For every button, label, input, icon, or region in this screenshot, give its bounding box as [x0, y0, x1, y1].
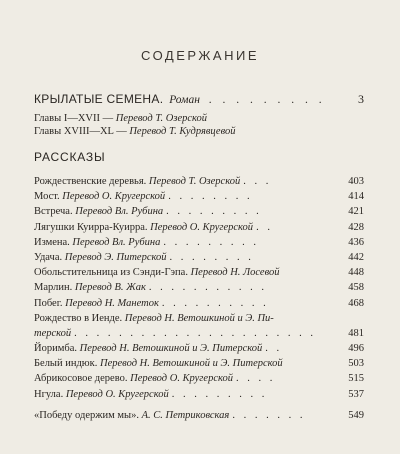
story-title: Мост.	[34, 191, 60, 203]
contents-title: СОДЕРЖАНИЕ	[140, 48, 259, 63]
story-title: Побег.	[34, 297, 63, 309]
story-translator: Перевод Н. Ветошкиной и Э. Питерской	[79, 343, 263, 355]
story-entry	[34, 265, 364, 280]
story-translator: Перевод О. Кругерской	[65, 388, 169, 400]
story-title: Рождественские деревья.	[34, 176, 147, 187]
story-title: Встреча.	[34, 206, 73, 218]
story-page-number: 403	[348, 176, 364, 187]
story-translator: Перевод О. Кругерской	[150, 221, 254, 233]
leader-dots: . . . . . . . .	[169, 251, 254, 263]
stories-list	[34, 174, 364, 423]
story-page-number: 442	[348, 251, 364, 263]
novel-genre: Роман	[169, 94, 200, 106]
story-translator: Перевод О. Кругерской	[130, 373, 233, 385]
story-page-number: 481	[348, 327, 364, 339]
story-entry	[34, 204, 364, 219]
story-translator: Перевод Н. Ветошкиной и Э. Пи-	[124, 312, 274, 324]
novel-page-number: 3	[358, 92, 364, 106]
leader-dots: . . . . . . . . . . .	[148, 282, 268, 294]
story-page-number: 458	[348, 282, 364, 294]
story-title: Белый индюк.	[34, 358, 98, 370]
leader-dots: . . . . . . . . . . . . . . . . . . . . . .	[74, 327, 317, 339]
story-page-number: 503	[348, 358, 364, 370]
story-translator: терской	[34, 327, 72, 339]
leader-dots: . . . . . . . . .	[166, 206, 262, 218]
story-translator: Перевод Э. Питерской	[64, 251, 167, 263]
chapter-translator: Перевод Т. Кудрявцевой	[129, 126, 236, 137]
story-translator: Перевод Вл. Рубина	[72, 236, 161, 248]
story-entry	[34, 250, 364, 265]
novel-title: КРЫЛАТЫЕ СЕМЕНА.	[34, 92, 164, 106]
story-page-number: 421	[348, 206, 364, 218]
section-heading: РАССКАЗЫ	[34, 150, 106, 164]
story-title: Нгула.	[34, 388, 64, 400]
story-entry	[34, 235, 364, 250]
story-translator: Перевод Н. Манеток	[65, 297, 159, 309]
story-translator: Перевод Н. Лосевой	[190, 267, 280, 279]
story-translator: А. С. Петриковская	[141, 409, 230, 421]
story-translator: Перевод О. Кругерской	[62, 191, 166, 203]
story-title: Абрикосовое дерево.	[34, 373, 128, 385]
story-translator: Перевод Т. Озерской	[148, 176, 241, 187]
story-translator: Перевод Н. Ветошкиной и Э. Питерской	[100, 358, 283, 370]
story-title: Обольстительница из Сэнди-Гэпа.	[34, 267, 188, 279]
story-title: Марлин.	[34, 282, 73, 294]
story-entry	[34, 356, 364, 371]
story-page-number: 537	[348, 388, 364, 400]
story-entry	[34, 296, 364, 311]
story-translator: Перевод Вл. Рубина	[75, 206, 164, 218]
story-title: Удача.	[34, 251, 63, 263]
story-entry	[34, 371, 364, 386]
novel-entry	[34, 92, 364, 106]
story-page-number: 448	[348, 267, 364, 279]
story-title: Измена.	[34, 236, 70, 248]
story-page-number: 496	[348, 343, 364, 355]
story-entry	[34, 174, 364, 189]
leader-dots: . . . . . . .	[232, 409, 306, 421]
story-entry	[34, 408, 364, 423]
story-title: Рождество в Иенде.	[34, 312, 123, 324]
story-translator: Перевод В. Жак	[74, 282, 146, 294]
story-title: Йоримба.	[34, 343, 77, 355]
story-entry	[34, 280, 364, 295]
story-entry	[34, 326, 364, 341]
leader-dots: . . . . . . . . . .	[161, 297, 269, 309]
story-page-number: 414	[348, 191, 364, 203]
chapter-translator: Перевод Т. Озерской	[115, 113, 208, 124]
leader-dots: . . . . . . . . .	[171, 388, 268, 400]
chapter-range: Главы I—XVII —	[34, 113, 116, 124]
leader-dots: . .	[265, 343, 283, 355]
story-page-number: 468	[348, 297, 364, 309]
chapter-range: Главы XVIII—XL —	[34, 126, 130, 137]
story-entry	[34, 220, 364, 235]
story-entry	[34, 387, 364, 402]
leader-dots: . . . . . . . . .	[163, 236, 259, 248]
leader-dots: . . . . . . . .	[168, 191, 253, 203]
leader-dots: . . . .	[236, 373, 276, 385]
leader-dots: . .	[256, 221, 273, 233]
story-page-number: 549	[348, 409, 364, 421]
story-page-number: 428	[348, 221, 364, 233]
story-entry	[34, 189, 364, 204]
novel-leader-dots: . . . . . . . . .	[208, 94, 326, 106]
chapter-line	[34, 126, 236, 137]
story-entry	[34, 311, 364, 326]
story-page-number: 436	[348, 236, 364, 248]
story-entry	[34, 341, 364, 356]
story-title: «Победу одержим мы».	[34, 409, 139, 421]
story-page-number: 515	[348, 373, 364, 385]
leader-dots: . . .	[243, 176, 272, 187]
chapter-line	[34, 113, 207, 124]
story-title: Лягушки Куирра-Куирра.	[34, 221, 148, 233]
